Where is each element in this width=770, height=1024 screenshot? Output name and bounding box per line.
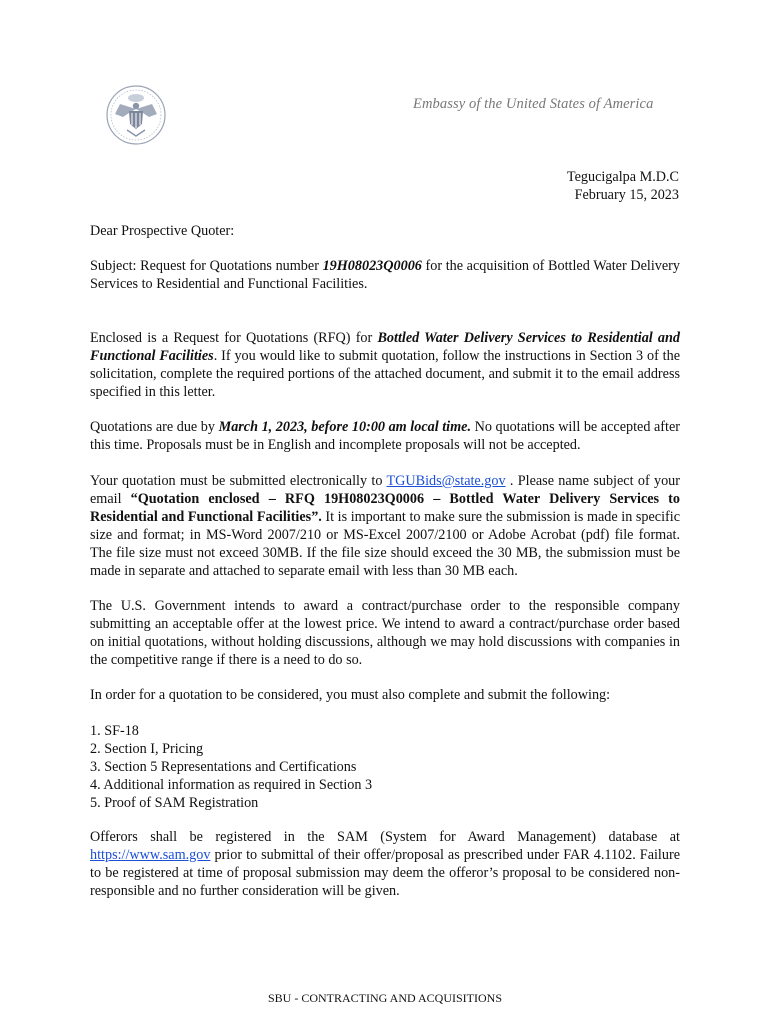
requirements-intro: In order for a quotation to be considered, you must also complete and submit the following: (90, 687, 611, 703)
deadline: March 1, 2023, before 10:00 am local time. (218, 419, 471, 435)
enclosure-prefix: Enclosed is a Request for Quotations (RFQ) for (90, 330, 378, 346)
submission-prefix: Your quotation must be submitted electronically to (90, 473, 387, 489)
sam-suffix: prior to submittal of their offer/proposal as prescribed under FAR 4.1102. Failure to be registered at time of proposal submission may deem the offeror’s proposal to be considered non-responsible and no further consideration will be given. (90, 847, 680, 899)
submission-paragraph (90, 472, 680, 580)
list-item: 3. Section 5 Representations and Certifications (90, 759, 357, 775)
deadline-suffix: No quotations will be accepted after this time. Proposals must be in English and incomplete proposals will not be accepted. (90, 419, 680, 453)
deadline-paragraph (90, 418, 680, 454)
enclosure-suffix: . If you would like to submit quotation, follow the instructions in Section 3 of the solicitation, complete the required portions of the attached document, and submit it to the email address specified in this letter. (90, 348, 680, 400)
enclosure-paragraph (90, 329, 680, 401)
rfq-number: 19H08023Q0006 (322, 258, 422, 274)
embassy-letterhead: Embassy of the United States of America (413, 96, 654, 112)
bids-email-link[interactable]: TGUBids@state.gov (386, 473, 506, 489)
footer-classification: SBU - CONTRACTING AND ACQUISITIONS (267, 991, 502, 1005)
us-great-seal-icon (105, 84, 167, 146)
date-block (567, 168, 679, 204)
subject-line (90, 257, 680, 293)
sam-registration-paragraph (90, 828, 680, 900)
subject-suffix: for the acquisition of Bottled Water Delivery Services to Residential and Functional Facilities. (90, 258, 680, 292)
subject-prefix: Subject: Request for Quotations number (90, 258, 323, 274)
sam-link[interactable]: https://www.sam.gov (90, 847, 211, 863)
service-name: Bottled Water Delivery Services to Residential and Functional Facilities (90, 330, 681, 364)
award-paragraph: The U.S. Government intends to award a contract/purchase order to the responsible company submitting an acceptable offer at the lowest price. We intend to award a contract/purchase order based on initial quotations, without holding discussions, although we may hold discussions with companies in the competitive range if there is a need to do so. (90, 598, 680, 668)
deadline-prefix: Quotations are due by (90, 419, 219, 435)
list-item: 5. Proof of SAM Registration (90, 795, 259, 811)
list-item: 1. SF-18 (90, 723, 139, 739)
requirements-list (90, 722, 680, 812)
list-item: 4. Additional information as required in Section 3 (90, 777, 373, 793)
email-subject: “Quotation enclosed – RFQ 19H08023Q0006 – Bottled Water Delivery Services to Residential and Functional Facilities”. (90, 491, 680, 525)
submission-middle: . Please name subject of your email (90, 473, 680, 507)
submission-suffix: It is important to make sure the submission is made in specific size and format; in MS-Word 2007/210 or MS-Excel 2007/2100 or Adobe Acrobat (pdf) file format. The file size must not exceed 30MB. If the file size should exceed the 30 MB, the submission must be made in separate and attached to separate email with less than 30 MB each. (90, 509, 680, 579)
city: Tegucigalpa M.D.C (566, 169, 679, 185)
letter-date: February 15, 2023 (574, 187, 679, 203)
list-item: 2. Section I, Pricing (90, 741, 204, 757)
sam-prefix: Offerors shall be registered in the SAM (System for Award Management) database at (90, 829, 680, 845)
salutation: Dear Prospective Quoter: (90, 223, 235, 239)
